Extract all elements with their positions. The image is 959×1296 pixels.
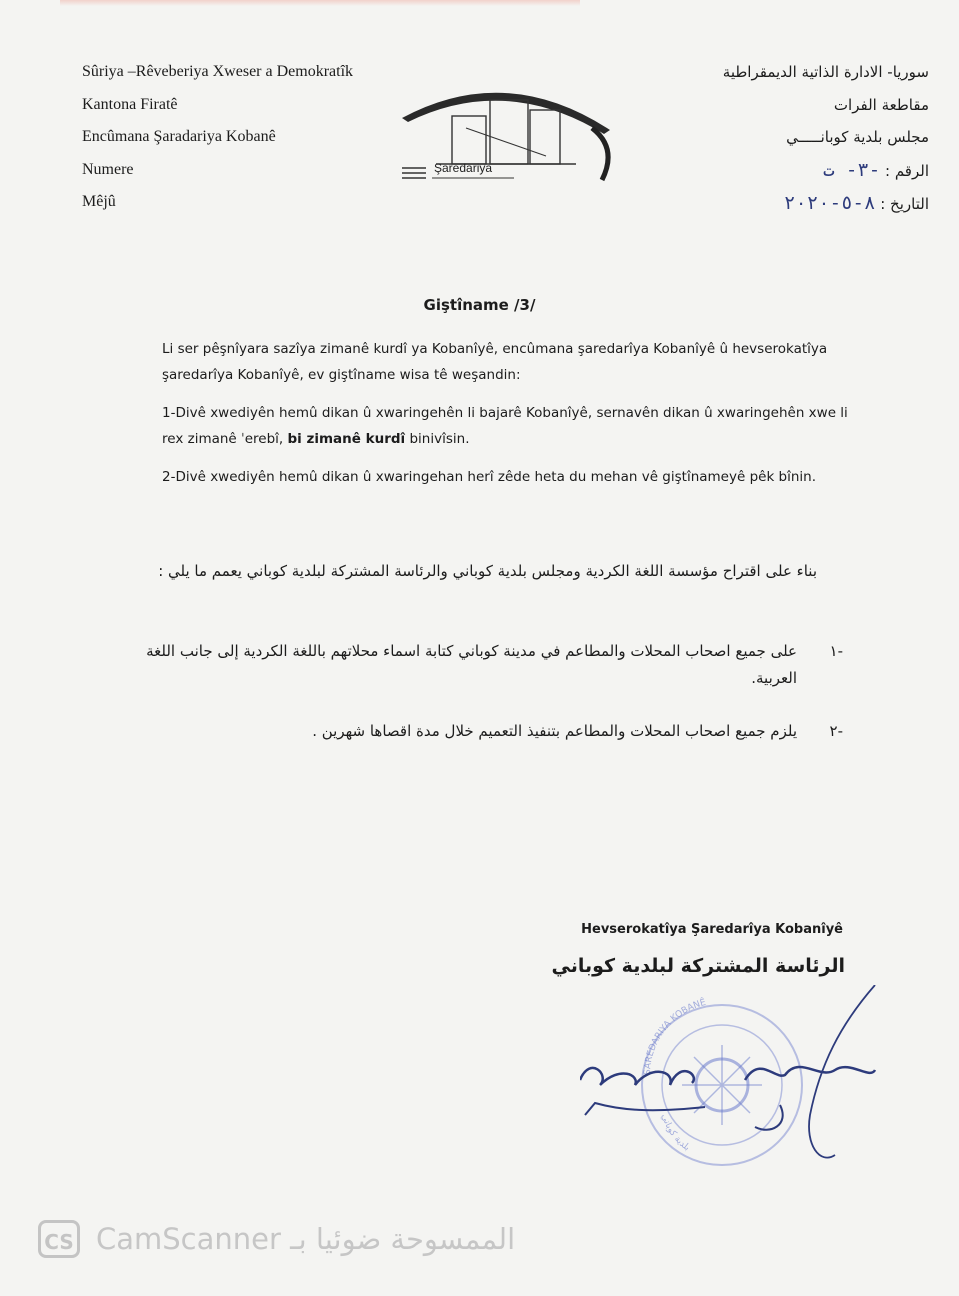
signature-title-kurdish: Hevserokatîya Şaredarîya Kobanîyê	[581, 922, 843, 937]
kurdish-item-1-text: 1-Divê xwediyên hemû dikan û xwaringehên li bajarê Kobanîyê, sernavên dikan û xwaringehên xwe li rex zimanê ˈerebî,	[162, 405, 848, 447]
logo-text: Şaredariya	[434, 161, 493, 175]
arabic-intro: بناء على اقتراح مؤسسة اللغة الكردية ومجلس بلدية كوباني والرئاسة المشتركة لبلدية كوباني يعمم ما يلي :	[158, 562, 817, 580]
kurdish-intro: Li ser pêşnîyara sazîya zimanê kurdî ya Kobanîyê, encûmana şaredarîya Kobanîyê û hevserokatîya şaredarîya Kobanîyê, ev giştîname wisa tê weşandin:	[162, 341, 828, 383]
signature-mark-right	[745, 1067, 875, 1080]
number-value: -٣- ت	[822, 158, 881, 181]
header-left	[82, 56, 353, 219]
header-left-line: Encûmana Şaradariya Kobanê	[82, 128, 276, 145]
arabic-item-2-number: -٢	[829, 722, 843, 740]
header-left-line: Sûriya –Rêveberiya Xweser a Demokratîk	[82, 63, 354, 80]
page-top-edge	[60, 0, 580, 6]
camscanner-watermark: CamScanner الممسوحة ضوئيا بـ	[96, 1222, 516, 1256]
kurdish-item-1	[162, 400, 852, 452]
stamp-text-top: ŞAREDARIYA KOBANÊ	[642, 997, 708, 1076]
date-label: Mêjû	[82, 193, 116, 210]
header-right-line: سوريا- الادارة الذاتية الديمقراطية	[722, 63, 929, 81]
signature-title-arabic: الرئاسة المشتركة لبلدية كوباني	[551, 955, 845, 977]
arabic-item-1-number: -١	[829, 642, 843, 660]
date-value: ٨-٥-٢٠٢٠	[783, 192, 876, 214]
signature-mark-left	[580, 1068, 694, 1085]
header-left-line: Kantona Firatê	[82, 95, 178, 113]
stamp-text-bottom: بلدية كوباني	[659, 1112, 692, 1154]
number-row	[723, 154, 929, 188]
municipality-logo	[396, 68, 624, 188]
arabic-item-2	[137, 718, 843, 745]
header-right	[723, 56, 929, 221]
number-label: Numere	[82, 160, 134, 178]
kurdish-item-1-bold: bi zimanê kurdî	[287, 431, 406, 447]
arabic-item-2-text: يلزم جميع اصحاب المحلات والمطاعم بتنفيذ التعميم خلال مدة اقصاها شهرين .	[312, 722, 797, 740]
date-row	[723, 187, 929, 221]
date-label-ar: التاريخ :	[880, 195, 929, 213]
header-right-line: مقاطعة الفرات	[833, 95, 929, 114]
arabic-item-1-text: على جميع اصحاب المحلات والمطاعم في مدينة كوباني كتابة اسماء محلاتهم باللغة الكردية إلى جانب اللغة العربية.	[146, 642, 797, 687]
number-label-ar: الرقم :	[885, 161, 929, 180]
page-title: Giştîname /3/	[423, 296, 536, 314]
kurdish-item-2: 2-Divê xwediyên hemû dikan û xwaringehan herî zêde heta du mehan vê giştînameyê pêk bînin.	[162, 469, 817, 485]
header-right-line: مجلس بلدية كوبانـــــي	[786, 128, 929, 146]
arabic-item-1	[137, 638, 843, 692]
kurdish-item-1-end: binivîsin.	[409, 431, 470, 447]
official-stamp	[580, 985, 910, 1185]
camscanner-logo: CS	[38, 1220, 80, 1258]
